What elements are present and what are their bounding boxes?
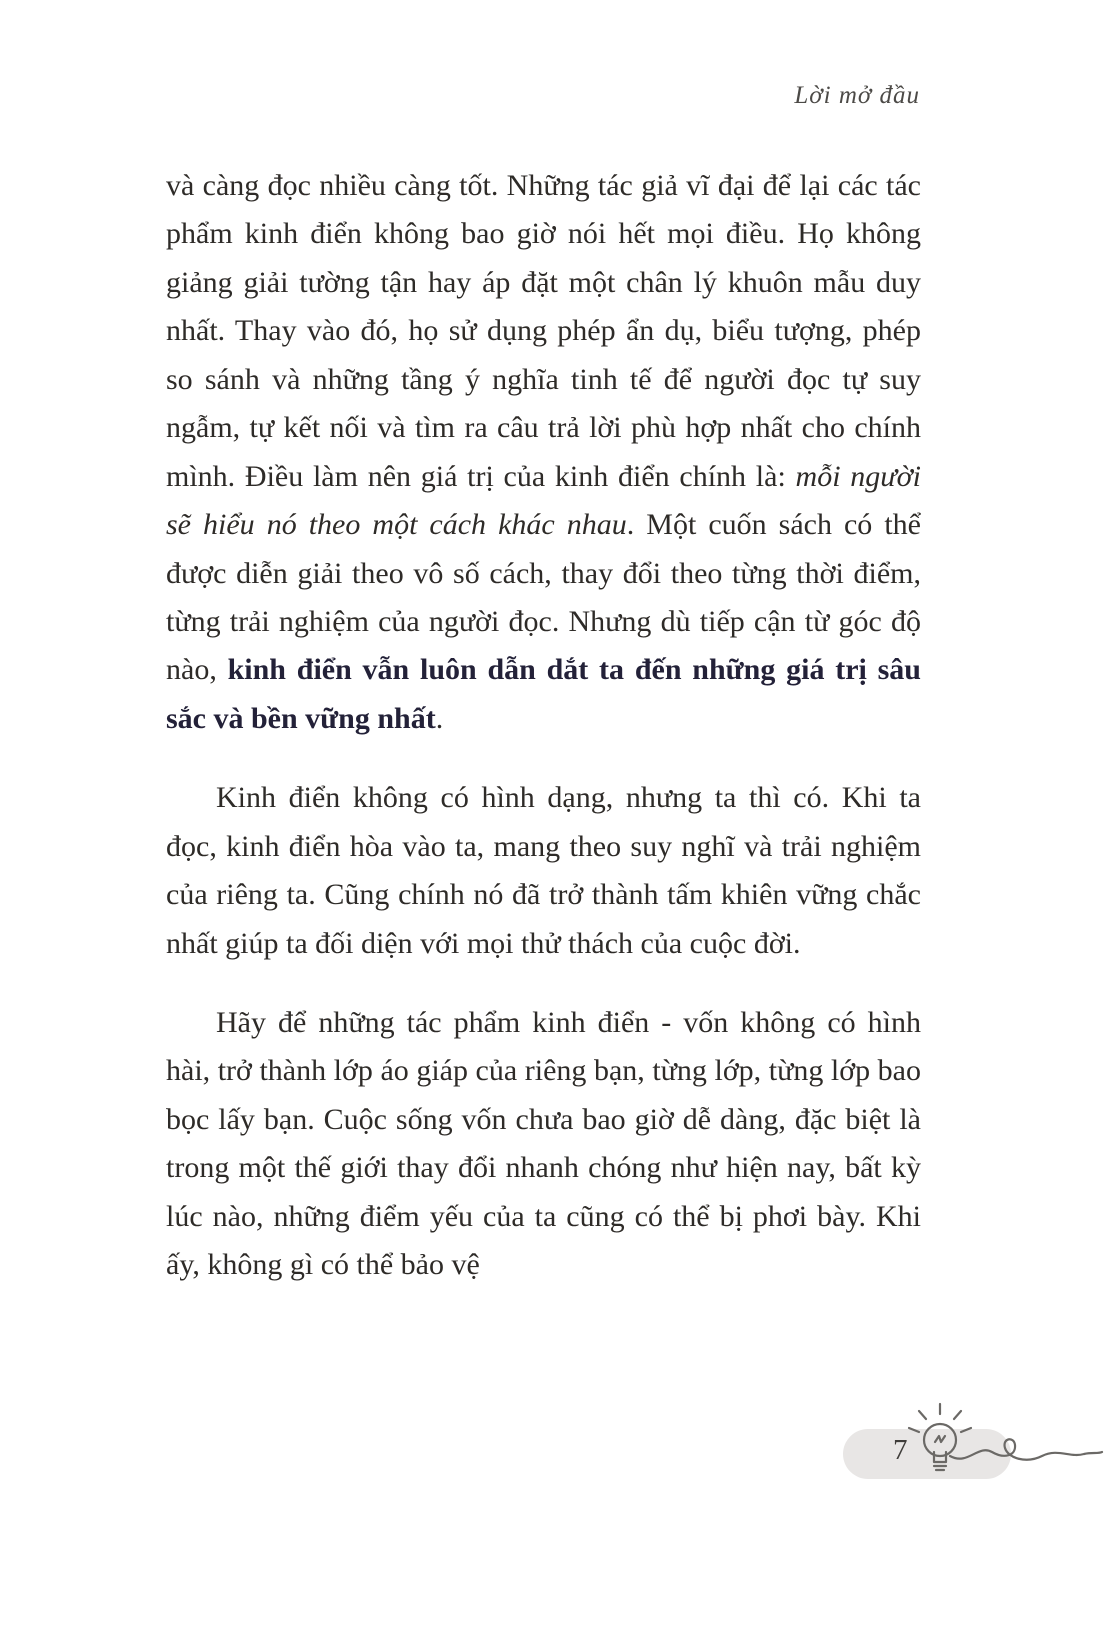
- paragraph: [166, 999, 921, 1290]
- paragraph: [166, 774, 921, 968]
- paragraph: [166, 162, 921, 743]
- text-segment-italic: mỗi người sẽ hiểu nó theo một cách khác nhau: [166, 459, 921, 542]
- text-segment-normal: Kinh điển không có hình dạng, nhưng ta thì có. Khi ta đọc, kinh điển hòa vào ta, mang theo suy nghĩ và trải nghiệm của riêng ta. Cũng chính nó đã trở thành tấm khiên vững chắc nhất giúp ta đối diện với mọi thử thách của cuộc đời.: [166, 781, 921, 960]
- text-segment-normal: .: [435, 701, 444, 735]
- squiggle-line-icon: [950, 1439, 1102, 1459]
- text-segment-bold: kinh điển vẫn luôn dẫn dắt ta đến những giá trị sâu sắc và bền vững nhất: [166, 653, 921, 735]
- text-segment-normal: Hãy để những tác phẩm kinh điển - vốn không có hình hài, trở thành lớp áo giáp của riêng bạn, từng lớp, từng lớp bao bọc lấy bạn. Cuộc sống vốn chưa bao giờ dễ dàng, đặc biệt là trong một thế giới thay đổi nhanh chóng như hiện nay, bất kỳ lúc nào, những điểm yếu của ta cũng có thể bị phơi bày. Khi ấy, không gì có thể bảo vệ: [166, 1006, 921, 1282]
- page-body: [166, 162, 921, 1321]
- running-header: Lời mở đầu: [794, 82, 920, 109]
- text-segment-normal: và càng đọc nhiều càng tốt. Những tác giả vĩ đại để lại các tác phẩm kinh điển không bao giờ nói hết mọi điều. Họ không giảng giải tường tận hay áp đặt một chân lý khuôn mẫu duy nhất. Thay vào đó, họ sử dụng phép ẩn dụ, biểu tượng, phép so sánh và những tầng ý nghĩa tinh tế để người đọc tự suy ngẫm, tự kết nối và tìm ra câu trả lời phù hợp nhất cho chính mình. Điều làm nên giá trị của kinh điển chính là:: [166, 169, 921, 493]
- lightbulb-icon: [909, 1404, 971, 1470]
- text-segment-normal: . Một cuốn sách có thể được diễn giải theo vô số cách, thay đổi theo từng thời điểm, từng trải nghiệm của người đọc. Nhưng dù tiếp cận từ góc độ nào,: [166, 508, 921, 687]
- footer-doodle: [840, 1392, 1110, 1497]
- page-number: 7: [893, 1434, 908, 1466]
